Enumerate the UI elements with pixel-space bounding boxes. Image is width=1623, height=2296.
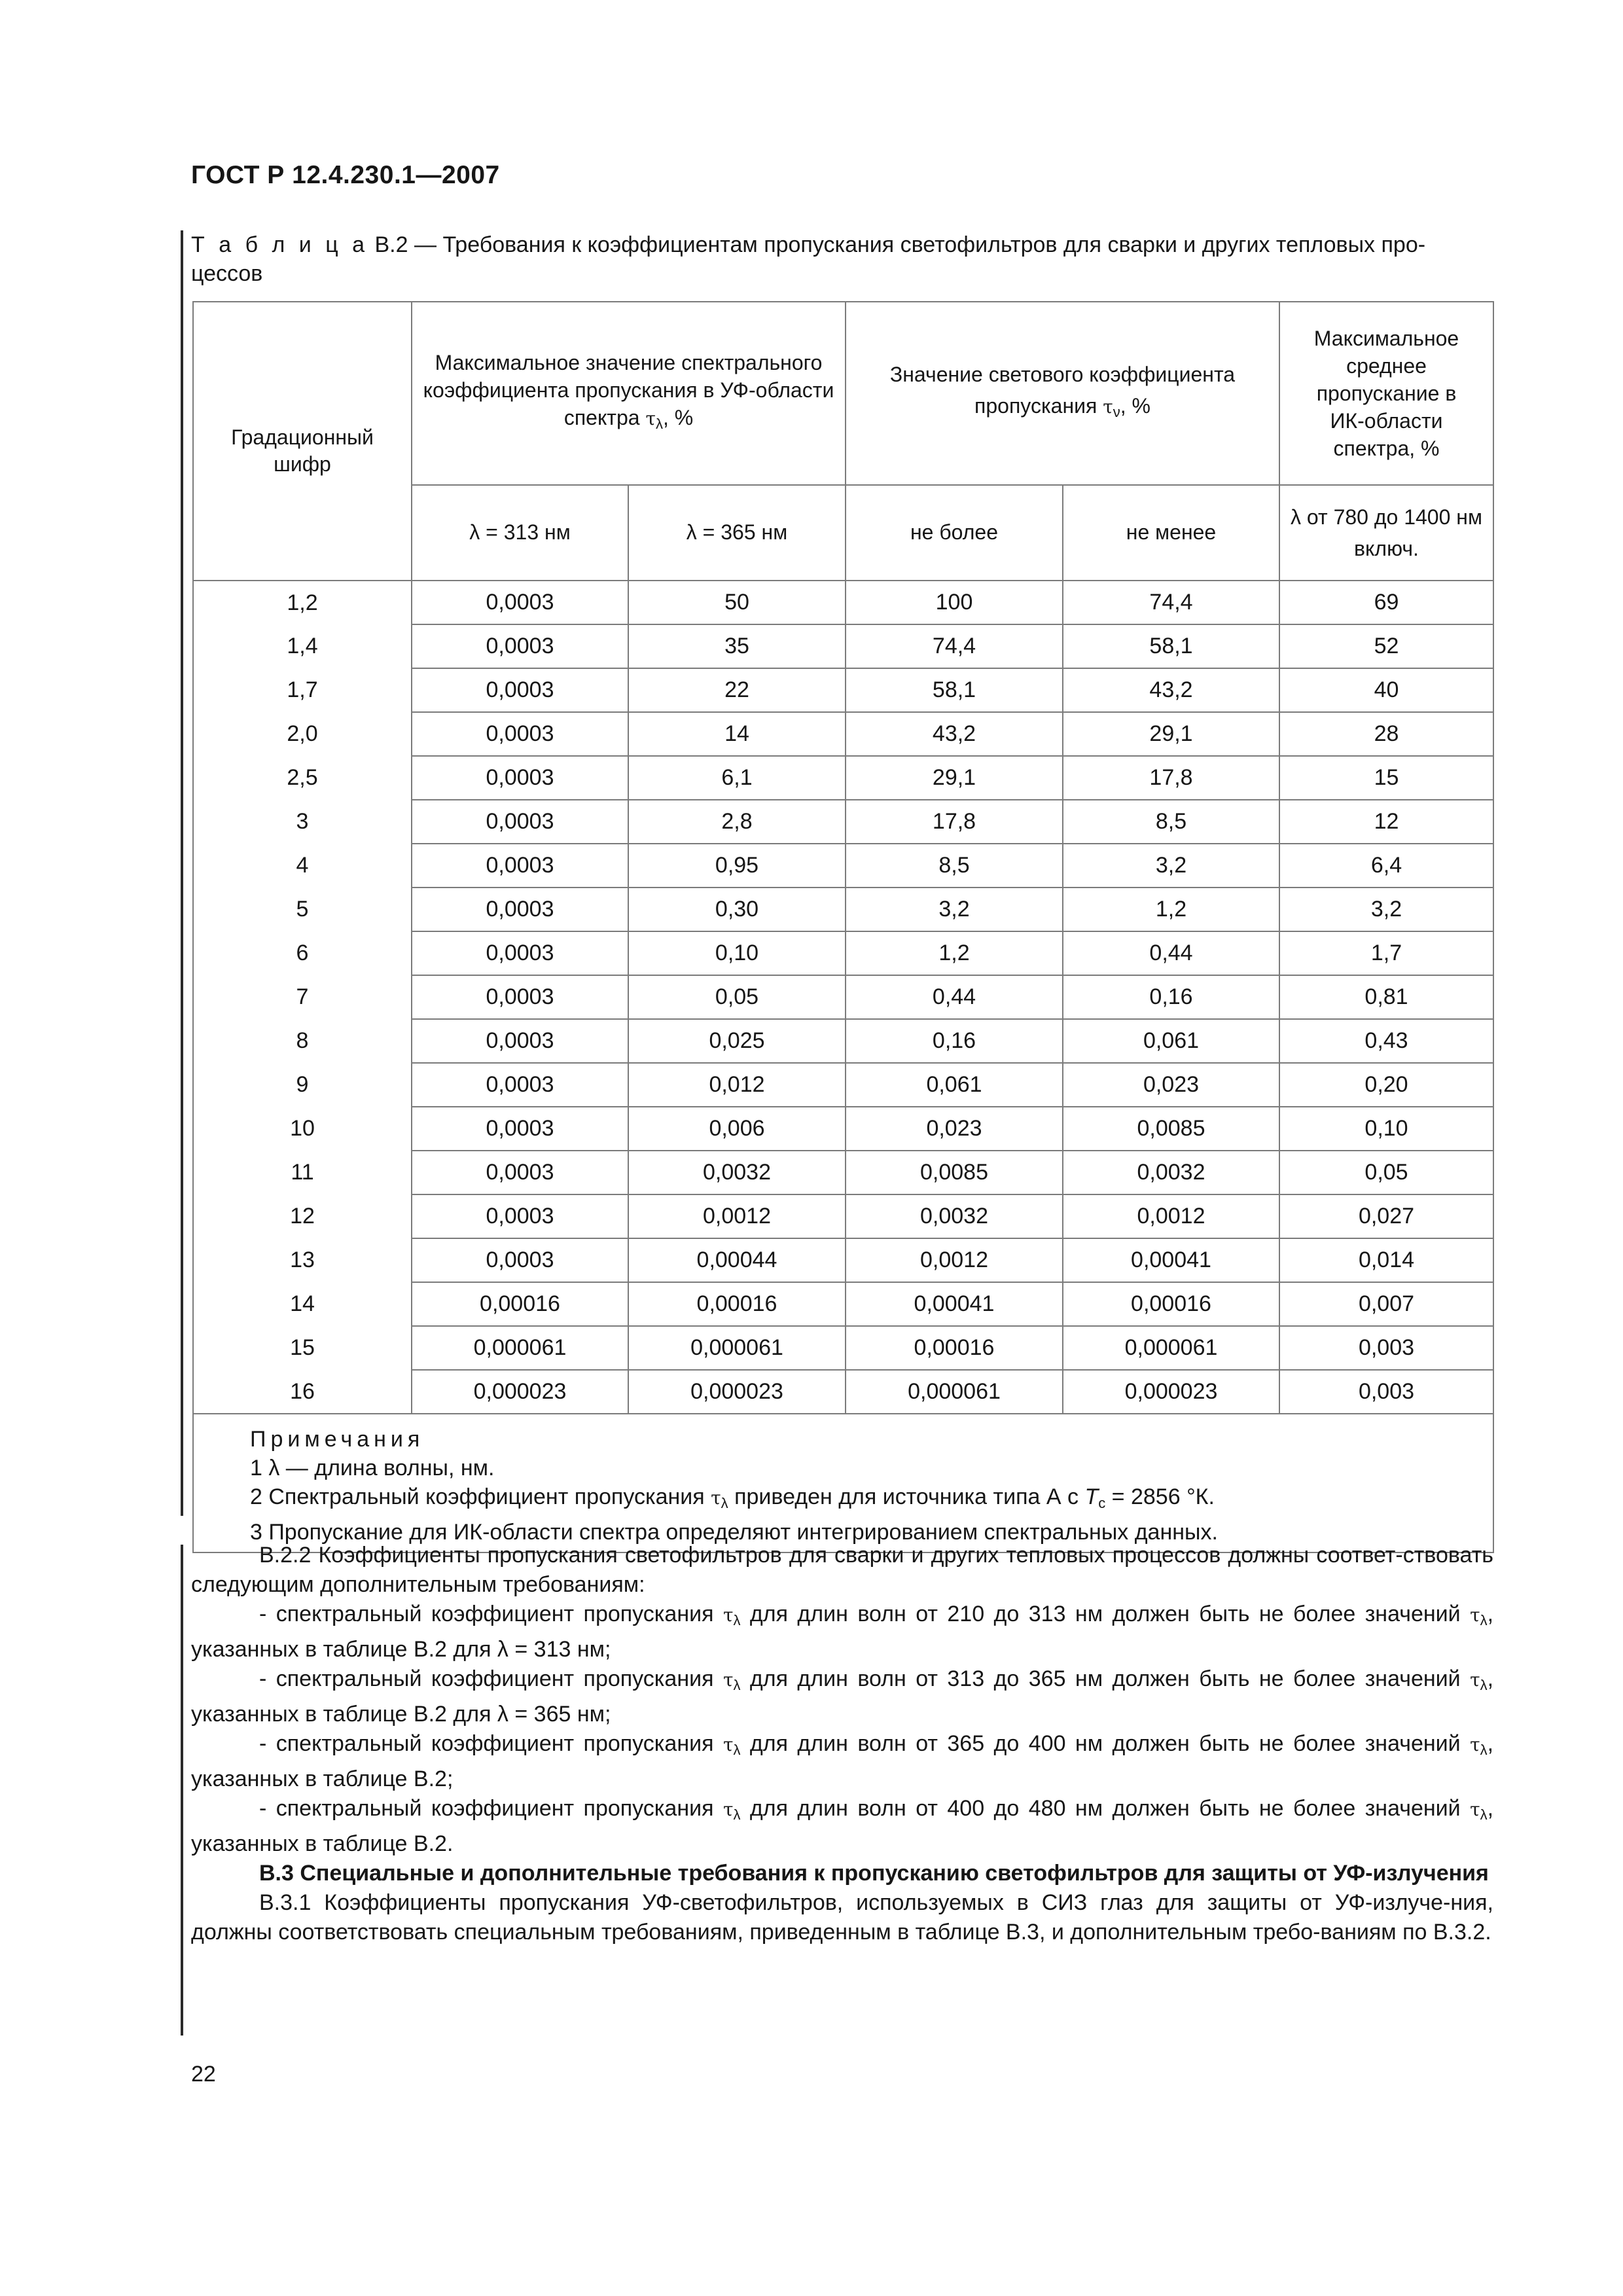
cell-light-max: 0,0085 — [846, 1151, 1063, 1194]
cell-ir-max: 15 — [1279, 756, 1493, 800]
cell-light-min: 0,44 — [1063, 931, 1279, 975]
cell-grade: 2,5 — [193, 756, 412, 800]
cell-uv-365: 35 — [628, 624, 846, 668]
caption-text-cont: цессов — [191, 261, 263, 286]
subheader-313: λ = 313 нм — [412, 485, 628, 581]
page-number: 22 — [191, 2062, 216, 2087]
cell-uv-365: 0,000061 — [628, 1326, 846, 1370]
cell-ir-max: 12 — [1279, 800, 1493, 844]
cell-light-max: 100 — [846, 581, 1063, 624]
cell-grade: 2,0 — [193, 712, 412, 756]
subheader-min: не менее — [1063, 485, 1279, 581]
table-row — [193, 581, 1493, 624]
note-2: 2 Спектральный коэффициент пропускания $\tau_\lambda$ приведен для источника типа А с $T_c = 2856$ °К. — [250, 1484, 1215, 1511]
cell-uv-365: 0,30 — [628, 888, 846, 931]
cell-light-min: 58,1 — [1063, 624, 1279, 668]
cell-uv-365: 0,10 — [628, 931, 846, 975]
header-uv-max: Максимальное значение спектрального коэффициента пропускания в УФ-области спектра $\tau_\lambda$, % — [412, 302, 846, 485]
cell-light-max: 0,023 — [846, 1107, 1063, 1151]
cell-light-max: 0,061 — [846, 1063, 1063, 1107]
cell-grade: 15 — [193, 1326, 412, 1370]
cell-uv-313: 0,0003 — [412, 931, 628, 975]
cell-light-min: 0,000023 — [1063, 1370, 1279, 1414]
table-row — [193, 1238, 1493, 1282]
notes-cell — [193, 1414, 1493, 1552]
cell-uv-313: 0,0003 — [412, 975, 628, 1019]
cell-uv-313: 0,00016 — [412, 1282, 628, 1326]
cell-grade: 13 — [193, 1238, 412, 1282]
cell-ir-max: 0,007 — [1279, 1282, 1493, 1326]
cell-light-max: 0,16 — [846, 1019, 1063, 1063]
cell-light-min: 0,00041 — [1063, 1238, 1279, 1282]
cell-ir-max: 69 — [1279, 581, 1493, 624]
cell-light-min: 0,061 — [1063, 1019, 1279, 1063]
cell-uv-365: 50 — [628, 581, 846, 624]
cell-uv-365: 0,000023 — [628, 1370, 846, 1414]
cell-light-min: 0,0032 — [1063, 1151, 1279, 1194]
cell-light-max: 43,2 — [846, 712, 1063, 756]
subheader-max: не более — [846, 485, 1063, 581]
cell-grade: 3 — [193, 800, 412, 844]
cell-light-min: 8,5 — [1063, 800, 1279, 844]
table-row — [193, 1370, 1493, 1414]
cell-grade: 11 — [193, 1151, 412, 1194]
cell-uv-365: 0,0032 — [628, 1151, 846, 1194]
bullet-1: - спектральный коэффициент пропускания $\tau_\lambda$ для длин волн от 210 до 313 нм должен быть не более значений $\tau_\lambda$, указанных в таблице В.2 для λ = 313 нм; — [191, 1602, 1494, 1662]
cell-uv-365: 22 — [628, 668, 846, 712]
subheader-ir-range: λ от 780 до 1400 нм включ. — [1279, 485, 1493, 581]
cell-uv-313: 0,0003 — [412, 581, 628, 624]
cell-ir-max: 0,43 — [1279, 1019, 1493, 1063]
cell-uv-365: 0,05 — [628, 975, 846, 1019]
transmission-table — [192, 301, 1494, 1553]
cell-light-min: 0,0085 — [1063, 1107, 1279, 1151]
cell-ir-max: 1,7 — [1279, 931, 1493, 975]
bullet-3: - спектральный коэффициент пропускания $\tau_\lambda$ для длин волн от 365 до 400 нм должен быть не более значений $\tau_\lambda$, указанных в таблице В.2; — [191, 1731, 1494, 1791]
cell-ir-max: 0,10 — [1279, 1107, 1493, 1151]
caption-number: В.2 — [374, 232, 408, 257]
cell-light-max: 0,00016 — [846, 1326, 1063, 1370]
cell-grade: 5 — [193, 888, 412, 931]
cell-uv-365: 0,95 — [628, 844, 846, 888]
table-row — [193, 1282, 1493, 1326]
table-container — [192, 301, 1494, 1553]
table-row — [193, 712, 1493, 756]
cell-uv-313: 0,0003 — [412, 1151, 628, 1194]
header-ir: Максимальное среднее пропускание в ИК-области спектра, % — [1279, 302, 1493, 485]
table-row — [193, 1063, 1493, 1107]
cell-grade: 16 — [193, 1370, 412, 1414]
cell-ir-max: 52 — [1279, 624, 1493, 668]
cell-uv-313: 0,0003 — [412, 712, 628, 756]
cell-light-min: 0,000061 — [1063, 1326, 1279, 1370]
cell-uv-313: 0,0003 — [412, 624, 628, 668]
table-row — [193, 668, 1493, 712]
cell-grade: 6 — [193, 931, 412, 975]
document-id: ГОСТ Р 12.4.230.1—2007 — [191, 161, 500, 189]
header-row — [193, 302, 1493, 485]
cell-light-max: 8,5 — [846, 844, 1063, 888]
table-row — [193, 844, 1493, 888]
cell-grade: 8 — [193, 1019, 412, 1063]
cell-light-min: 0,023 — [1063, 1063, 1279, 1107]
notes-title: Примечания — [250, 1427, 425, 1452]
note-1: 1 λ — длина волны, нм. — [250, 1456, 495, 1480]
bullet-4: - спектральный коэффициент пропускания $\tau_\lambda$ для длин волн от 400 до 480 нм должен быть не более значений $\tau_\lambda$, указанных в таблице В.2. — [191, 1796, 1494, 1856]
cell-ir-max: 6,4 — [1279, 844, 1493, 888]
cell-uv-313: 0,0003 — [412, 756, 628, 800]
cell-grade: 12 — [193, 1194, 412, 1238]
table-row — [193, 1326, 1493, 1370]
cell-light-min: 17,8 — [1063, 756, 1279, 800]
cell-uv-313: 0,0003 — [412, 1019, 628, 1063]
cell-uv-365: 0,025 — [628, 1019, 846, 1063]
header-light: Значение светового коэффициента пропускания $\tau_\nu$, % — [846, 302, 1279, 485]
header-grade: Градационный шифр — [193, 302, 412, 581]
revision-bar-table — [181, 230, 183, 1516]
table-row — [193, 1019, 1493, 1063]
cell-uv-365: 0,0012 — [628, 1194, 846, 1238]
cell-light-min: 1,2 — [1063, 888, 1279, 931]
cell-light-max: 0,00041 — [846, 1282, 1063, 1326]
caption-text: — Требования к коэффициентам пропускания светофильтров для сварки и других тепловых про- — [414, 232, 1426, 257]
cell-light-max: 0,0032 — [846, 1194, 1063, 1238]
cell-grade: 1,4 — [193, 624, 412, 668]
cell-uv-313: 0,0003 — [412, 888, 628, 931]
cell-ir-max: 0,014 — [1279, 1238, 1493, 1282]
cell-grade: 14 — [193, 1282, 412, 1326]
cell-light-min: 0,00016 — [1063, 1282, 1279, 1326]
cell-ir-max: 0,05 — [1279, 1151, 1493, 1194]
cell-ir-max: 3,2 — [1279, 888, 1493, 931]
cell-ir-max: 0,003 — [1279, 1370, 1493, 1414]
cell-light-min: 29,1 — [1063, 712, 1279, 756]
cell-light-max: 1,2 — [846, 931, 1063, 975]
cell-uv-313: 0,0003 — [412, 800, 628, 844]
body-text — [191, 1541, 1493, 1947]
notes-row — [193, 1414, 1493, 1552]
cell-grade: 1,7 — [193, 668, 412, 712]
table-row — [193, 931, 1493, 975]
table-row — [193, 1151, 1493, 1194]
cell-light-min: 43,2 — [1063, 668, 1279, 712]
cell-light-min: 0,16 — [1063, 975, 1279, 1019]
cell-light-max: 74,4 — [846, 624, 1063, 668]
bullet-2: - спектральный коэффициент пропускания $\tau_\lambda$ для длин волн от 313 до 365 нм должен быть не более значений $\tau_\lambda$, указанных в таблице В.2 для λ = 365 нм; — [191, 1666, 1494, 1727]
cell-grade: 4 — [193, 844, 412, 888]
cell-uv-365: 14 — [628, 712, 846, 756]
cell-uv-365: 0,012 — [628, 1063, 846, 1107]
cell-uv-313: 0,0003 — [412, 1063, 628, 1107]
note-3: 3 Пропускание для ИК-области спектра определяют интегрированием спектральных данных. — [250, 1520, 1218, 1545]
paragraph-b31: В.3.1 Коэффициенты пропускания УФ-светофильтров, используемых в СИЗ глаз для защиты от УФ-излуче-ния, должны соответствовать специальным требованиям, приведенным в таблице В.3, и дополнительным требо-ваниям по В.3.2. — [191, 1890, 1493, 1945]
cell-grade: 9 — [193, 1063, 412, 1107]
subheader-365: λ = 365 нм — [628, 485, 846, 581]
caption-label: Т а б л и ц а — [191, 232, 369, 257]
cell-ir-max: 0,003 — [1279, 1326, 1493, 1370]
cell-uv-313: 0,0003 — [412, 668, 628, 712]
cell-light-max: 58,1 — [846, 668, 1063, 712]
paragraph-b22: В.2.2 Коэффициенты пропускания светофильтров для сварки и других тепловых процессов должны соответ-ствовать следующим дополнительным требованиям: — [191, 1543, 1493, 1597]
cell-light-max: 0,000061 — [846, 1370, 1063, 1414]
cell-grade: 7 — [193, 975, 412, 1019]
cell-light-min: 3,2 — [1063, 844, 1279, 888]
table-row — [193, 1194, 1493, 1238]
cell-uv-313: 0,0003 — [412, 1238, 628, 1282]
cell-grade: 10 — [193, 1107, 412, 1151]
cell-ir-max: 28 — [1279, 712, 1493, 756]
cell-uv-365: 6,1 — [628, 756, 846, 800]
cell-uv-313: 0,0003 — [412, 844, 628, 888]
cell-uv-313: 0,0003 — [412, 1194, 628, 1238]
cell-uv-313: 0,0003 — [412, 1107, 628, 1151]
cell-light-max: 17,8 — [846, 800, 1063, 844]
cell-uv-365: 0,00044 — [628, 1238, 846, 1282]
table-caption — [191, 230, 1493, 288]
table-row — [193, 756, 1493, 800]
cell-ir-max: 0,81 — [1279, 975, 1493, 1019]
cell-light-max: 29,1 — [846, 756, 1063, 800]
cell-ir-max: 0,20 — [1279, 1063, 1493, 1107]
table-body — [193, 581, 1493, 1414]
cell-grade: 1,2 — [193, 581, 412, 624]
cell-light-max: 3,2 — [846, 888, 1063, 931]
heading-b3: В.3 Специальные и дополнительные требования к пропусканию светофильтров для защиты от УФ-излучения — [259, 1861, 1489, 1886]
cell-uv-365: 0,00016 — [628, 1282, 846, 1326]
cell-light-max: 0,44 — [846, 975, 1063, 1019]
cell-uv-313: 0,000023 — [412, 1370, 628, 1414]
cell-uv-365: 2,8 — [628, 800, 846, 844]
table-row — [193, 1107, 1493, 1151]
cell-light-min: 74,4 — [1063, 581, 1279, 624]
cell-light-max: 0,0012 — [846, 1238, 1063, 1282]
table-row — [193, 975, 1493, 1019]
cell-light-min: 0,0012 — [1063, 1194, 1279, 1238]
cell-ir-max: 0,027 — [1279, 1194, 1493, 1238]
table-row — [193, 624, 1493, 668]
cell-uv-313: 0,000061 — [412, 1326, 628, 1370]
cell-uv-365: 0,006 — [628, 1107, 846, 1151]
cell-ir-max: 40 — [1279, 668, 1493, 712]
table-row — [193, 888, 1493, 931]
revision-bar-text — [181, 1545, 183, 2036]
table-row — [193, 800, 1493, 844]
